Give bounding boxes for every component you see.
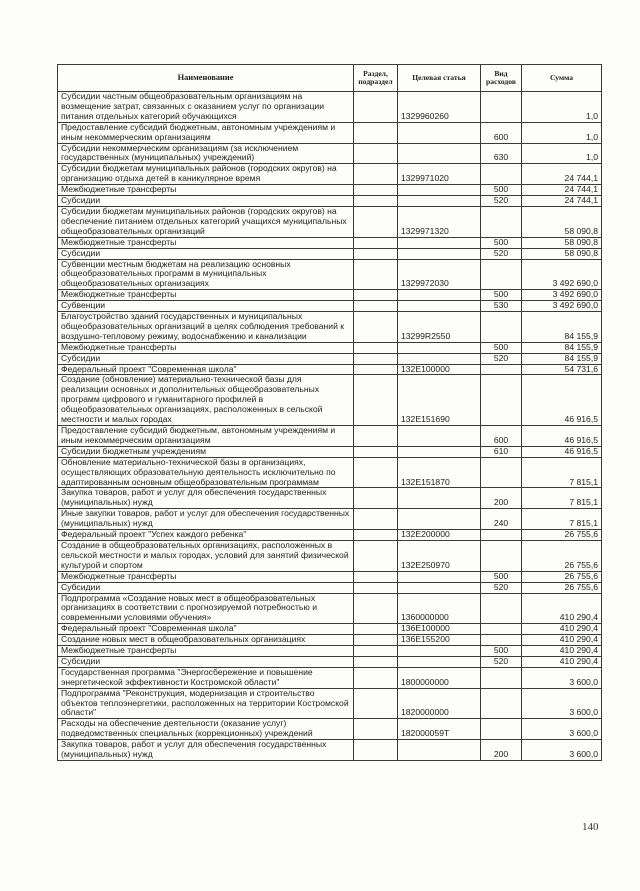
cell-razdel xyxy=(354,740,398,761)
cell-statya: 1820000000 xyxy=(398,688,481,719)
cell-summa: 84 155,9 xyxy=(522,312,602,343)
cell-statya: 1329960260 xyxy=(398,92,481,123)
cell-name: Субсидии xyxy=(58,656,354,667)
cell-razdel xyxy=(354,301,398,312)
cell-name: Государственная программа "Энергосбережение и повышение энергетической эффективности Костромской области" xyxy=(58,667,354,688)
cell-name: Предоставление субсидий бюджетным, автономным учреждениям и иным некоммерческим организациям xyxy=(58,122,354,143)
cell-razdel xyxy=(354,122,398,143)
cell-razdel xyxy=(354,206,398,237)
cell-vid xyxy=(481,530,522,541)
table-header-row xyxy=(58,65,602,92)
cell-statya xyxy=(398,571,481,582)
cell-summa: 1,0 xyxy=(522,122,602,143)
cell-razdel xyxy=(354,635,398,646)
cell-name: Межбюджетные трансферты xyxy=(58,646,354,657)
cell-statya xyxy=(398,196,481,207)
cell-statya: 132E250970 xyxy=(398,540,481,571)
cell-name: Федеральный проект "Современная школа" xyxy=(58,364,354,375)
cell-summa: 26 755,6 xyxy=(522,582,602,593)
table-row xyxy=(58,353,602,364)
cell-name: Подпрограмма «Создание новых мест в общеобразовательных организациях в соответствии с прогнозируемой потребностью и современными условиями обучения» xyxy=(58,593,354,624)
header-razdel: Раздел, подраздел xyxy=(354,65,398,92)
table-row xyxy=(58,488,602,509)
cell-summa: 3 600,0 xyxy=(522,688,602,719)
cell-name: Субсидии частным общеобразовательным организациям на возмещение затрат, связанных с оказанием услуг по организации питания отдельных категорий обучающихся xyxy=(58,92,354,123)
cell-summa: 3 600,0 xyxy=(522,667,602,688)
cell-statya: 1329971320 xyxy=(398,206,481,237)
cell-statya: 136E155200 xyxy=(398,635,481,646)
table-row xyxy=(58,290,602,301)
table-row xyxy=(58,259,602,290)
cell-name: Обновление материально-технической базы в организациях, осуществляющих образовательную деятельность исключительно по адаптированным основным общеобразовательным программам xyxy=(58,457,354,488)
cell-razdel xyxy=(354,143,398,164)
cell-vid xyxy=(481,457,522,488)
cell-name: Субсидии бюджетам муниципальных районов (городских округов) на организацию отдыха детей в каникулярное время xyxy=(58,164,354,185)
cell-statya xyxy=(398,248,481,259)
cell-razdel xyxy=(354,624,398,635)
cell-name: Закупка товаров, работ и услуг для обеспечения государственных (муниципальных) нужд xyxy=(58,740,354,761)
table-row xyxy=(58,582,602,593)
cell-summa: 24 744,1 xyxy=(522,164,602,185)
cell-vid: 600 xyxy=(481,122,522,143)
cell-summa: 24 744,1 xyxy=(522,185,602,196)
cell-statya: 13299R2550 xyxy=(398,312,481,343)
table-row xyxy=(58,624,602,635)
cell-statya xyxy=(398,656,481,667)
cell-name: Иные закупки товаров, работ и услуг для обеспечения государственных (муниципальных) нужд xyxy=(58,509,354,530)
cell-name: Субсидии xyxy=(58,582,354,593)
cell-name: Межбюджетные трансферты xyxy=(58,290,354,301)
table-row xyxy=(58,426,602,447)
cell-vid: 520 xyxy=(481,248,522,259)
cell-summa: 3 492 690,0 xyxy=(522,290,602,301)
cell-razdel xyxy=(354,457,398,488)
cell-name: Создание новых мест в общеобразовательных организациях xyxy=(58,635,354,646)
cell-vid: 200 xyxy=(481,740,522,761)
table-row xyxy=(58,248,602,259)
cell-vid xyxy=(481,540,522,571)
cell-vid: 600 xyxy=(481,426,522,447)
cell-statya: 1329971020 xyxy=(398,164,481,185)
cell-name: Закупка товаров, работ и услуг для обеспечения государственных (муниципальных) нужд xyxy=(58,488,354,509)
cell-razdel xyxy=(354,259,398,290)
cell-razdel xyxy=(354,582,398,593)
cell-vid: 630 xyxy=(481,143,522,164)
table-row xyxy=(58,364,602,375)
header-name: Наименование xyxy=(58,65,354,92)
cell-vid: 520 xyxy=(481,656,522,667)
header-summa: Сумма xyxy=(522,65,602,92)
cell-vid xyxy=(481,624,522,635)
cell-vid xyxy=(481,635,522,646)
cell-vid: 200 xyxy=(481,488,522,509)
cell-name: Субсидии некоммерческим организациям (за исключением государственных (муниципальных) учреждений) xyxy=(58,143,354,164)
cell-vid: 520 xyxy=(481,353,522,364)
cell-razdel xyxy=(354,248,398,259)
cell-razdel xyxy=(354,688,398,719)
cell-vid: 530 xyxy=(481,301,522,312)
cell-razdel xyxy=(354,92,398,123)
cell-razdel xyxy=(354,667,398,688)
table-row xyxy=(58,164,602,185)
table-row xyxy=(58,530,602,541)
cell-name: Межбюджетные трансферты xyxy=(58,342,354,353)
cell-razdel xyxy=(354,342,398,353)
header-vid: Вид расходов xyxy=(481,65,522,92)
cell-statya xyxy=(398,237,481,248)
cell-name: Межбюджетные трансферты xyxy=(58,571,354,582)
cell-statya xyxy=(398,426,481,447)
cell-razdel xyxy=(354,446,398,457)
cell-statya xyxy=(398,509,481,530)
cell-summa: 24 744,1 xyxy=(522,196,602,207)
cell-name: Благоустройство зданий государственных и муниципальных общеобразовательных организаций в целях соблюдения требований к воздушно-тепловому режиму, водоснабжению и канализации xyxy=(58,312,354,343)
cell-summa: 7 815,1 xyxy=(522,488,602,509)
cell-statya: 1329972030 xyxy=(398,259,481,290)
table-row xyxy=(58,312,602,343)
cell-vid: 500 xyxy=(481,571,522,582)
table-row xyxy=(58,92,602,123)
cell-summa: 410 290,4 xyxy=(522,646,602,657)
cell-name: Создание в общеобразовательных организациях, расположенных в сельской местности и малых городах, условий для занятий физической культурой и спортом xyxy=(58,540,354,571)
cell-statya: 132E151870 xyxy=(398,457,481,488)
cell-vid xyxy=(481,259,522,290)
cell-statya xyxy=(398,185,481,196)
table-row xyxy=(58,342,602,353)
cell-summa: 7 815,1 xyxy=(522,457,602,488)
cell-summa: 7 815,1 xyxy=(522,509,602,530)
cell-summa: 26 755,6 xyxy=(522,530,602,541)
cell-name: Субсидии xyxy=(58,196,354,207)
cell-name: Субсидии xyxy=(58,353,354,364)
cell-vid: 500 xyxy=(481,646,522,657)
cell-statya: 1360000000 xyxy=(398,593,481,624)
header-statya: Целевая статья xyxy=(398,65,481,92)
cell-name: Федеральный проект "Современная школа" xyxy=(58,624,354,635)
cell-name: Субсидии бюджетным учреждениям xyxy=(58,446,354,457)
table-row xyxy=(58,237,602,248)
cell-summa: 54 731,6 xyxy=(522,364,602,375)
cell-summa: 58 090,8 xyxy=(522,237,602,248)
cell-statya: 132E151690 xyxy=(398,375,481,426)
cell-statya xyxy=(398,342,481,353)
table-row xyxy=(58,688,602,719)
cell-vid xyxy=(481,92,522,123)
cell-name: Межбюджетные трансферты xyxy=(58,237,354,248)
cell-vid: 500 xyxy=(481,342,522,353)
table-row xyxy=(58,540,602,571)
table-row xyxy=(58,143,602,164)
cell-summa: 3 600,0 xyxy=(522,719,602,740)
cell-razdel xyxy=(354,375,398,426)
cell-name: Субсидии бюджетам муниципальных районов (городских округов) на обеспечение питанием отдельных категорий учащихся муниципальных общеобразовательных организаций xyxy=(58,206,354,237)
cell-vid xyxy=(481,164,522,185)
cell-vid: 520 xyxy=(481,582,522,593)
cell-summa: 26 755,6 xyxy=(522,540,602,571)
cell-vid: 610 xyxy=(481,446,522,457)
table-row xyxy=(58,740,602,761)
cell-summa: 3 492 690,0 xyxy=(522,301,602,312)
table-row xyxy=(58,375,602,426)
cell-statya: 182000059Т xyxy=(398,719,481,740)
cell-name: Межбюджетные трансферты xyxy=(58,185,354,196)
table-row xyxy=(58,446,602,457)
cell-name: Субвенции xyxy=(58,301,354,312)
cell-name: Подпрограмма "Реконструкция, модернизация и строительство объектов теплоэнергетики, расположенных на территории Костромской области" xyxy=(58,688,354,719)
cell-summa: 58 090,8 xyxy=(522,248,602,259)
cell-razdel xyxy=(354,540,398,571)
cell-name: Федеральный проект "Успех каждого ребенка" xyxy=(58,530,354,541)
cell-vid xyxy=(481,312,522,343)
cell-razdel xyxy=(354,719,398,740)
cell-razdel xyxy=(354,196,398,207)
cell-summa: 410 290,4 xyxy=(522,624,602,635)
cell-vid xyxy=(481,206,522,237)
cell-name: Субсидии xyxy=(58,248,354,259)
cell-vid: 500 xyxy=(481,185,522,196)
cell-vid: 500 xyxy=(481,290,522,301)
table-row xyxy=(58,457,602,488)
cell-name: Расходы на обеспечение деятельности (оказание услуг) подведомственных специальных (коррекционных) учреждений xyxy=(58,719,354,740)
cell-summa: 84 155,9 xyxy=(522,342,602,353)
table-row xyxy=(58,646,602,657)
cell-statya xyxy=(398,488,481,509)
cell-statya xyxy=(398,646,481,657)
table-row xyxy=(58,656,602,667)
cell-summa: 58 090,8 xyxy=(522,206,602,237)
cell-summa: 410 290,4 xyxy=(522,656,602,667)
cell-name: Субвенции местным бюджетам на реализацию основных общеобразовательных программ в муниципальных общеобразовательных организациях xyxy=(58,259,354,290)
cell-summa: 46 916,5 xyxy=(522,426,602,447)
cell-statya xyxy=(398,446,481,457)
cell-name: Предоставление субсидий бюджетным, автономным учреждениям и иным некоммерческим организациям xyxy=(58,426,354,447)
table-row xyxy=(58,593,602,624)
cell-summa: 46 916,5 xyxy=(522,446,602,457)
cell-vid: 240 xyxy=(481,509,522,530)
cell-razdel xyxy=(354,364,398,375)
cell-razdel xyxy=(354,426,398,447)
cell-summa: 1,0 xyxy=(522,92,602,123)
cell-summa: 3 492 690,0 xyxy=(522,259,602,290)
cell-summa: 46 916,5 xyxy=(522,375,602,426)
cell-razdel xyxy=(354,312,398,343)
table-row xyxy=(58,571,602,582)
cell-summa: 26 755,6 xyxy=(522,571,602,582)
cell-vid xyxy=(481,688,522,719)
cell-statya xyxy=(398,353,481,364)
cell-razdel xyxy=(354,353,398,364)
page-number: 140 xyxy=(582,821,599,833)
table-row xyxy=(58,206,602,237)
table-row xyxy=(58,196,602,207)
cell-statya xyxy=(398,301,481,312)
cell-summa: 1,0 xyxy=(522,143,602,164)
cell-razdel xyxy=(354,185,398,196)
cell-statya xyxy=(398,290,481,301)
cell-vid: 500 xyxy=(481,237,522,248)
cell-summa: 410 290,4 xyxy=(522,635,602,646)
cell-vid: 520 xyxy=(481,196,522,207)
cell-name: Создание (обновление) материально-технической базы для реализации основных и дополнительных общеобразовательных программ цифрового и гуманитарного профилей в общеобразовательных организациях, расположенных в сельской местности и малых городах xyxy=(58,375,354,426)
cell-razdel xyxy=(354,571,398,582)
cell-summa: 84 155,9 xyxy=(522,353,602,364)
cell-razdel xyxy=(354,237,398,248)
table-row xyxy=(58,509,602,530)
cell-razdel xyxy=(354,164,398,185)
table-row xyxy=(58,122,602,143)
cell-vid xyxy=(481,719,522,740)
cell-razdel xyxy=(354,530,398,541)
cell-statya: 132E100000 xyxy=(398,364,481,375)
table-row xyxy=(58,667,602,688)
cell-vid xyxy=(481,593,522,624)
budget-table xyxy=(57,64,602,761)
cell-statya: 132E200000 xyxy=(398,530,481,541)
cell-summa: 3 600,0 xyxy=(522,740,602,761)
cell-statya: 1800000000 xyxy=(398,667,481,688)
table-row xyxy=(58,719,602,740)
cell-statya xyxy=(398,122,481,143)
cell-razdel xyxy=(354,593,398,624)
table-row xyxy=(58,185,602,196)
cell-statya xyxy=(398,582,481,593)
cell-summa: 410 290,4 xyxy=(522,593,602,624)
cell-vid xyxy=(481,375,522,426)
cell-razdel xyxy=(354,488,398,509)
cell-vid xyxy=(481,667,522,688)
cell-statya: 136E100000 xyxy=(398,624,481,635)
cell-razdel xyxy=(354,509,398,530)
cell-statya xyxy=(398,143,481,164)
table-row xyxy=(58,635,602,646)
cell-razdel xyxy=(354,290,398,301)
cell-razdel xyxy=(354,656,398,667)
cell-statya xyxy=(398,740,481,761)
cell-razdel xyxy=(354,646,398,657)
table-row xyxy=(58,301,602,312)
cell-vid xyxy=(481,364,522,375)
